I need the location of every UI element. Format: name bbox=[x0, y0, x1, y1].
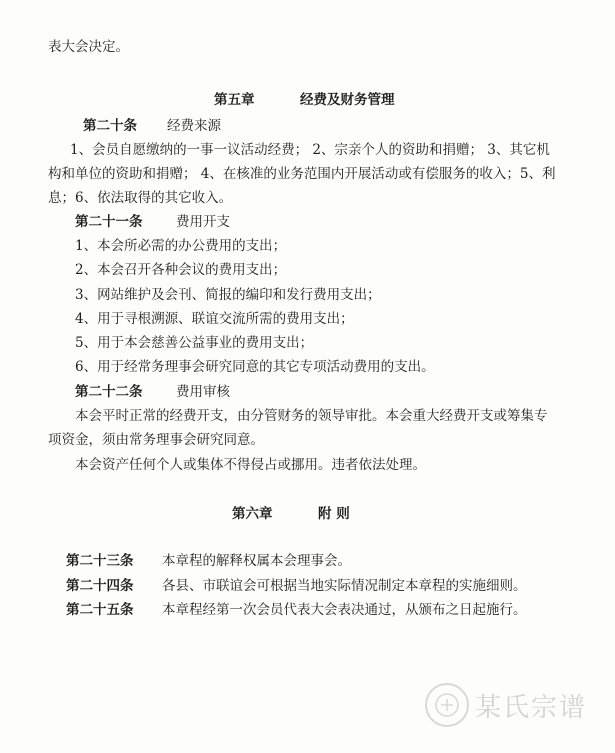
article23-text: 本章程的解释权属本会理事会。 bbox=[162, 553, 351, 569]
article20-body-line3: 息；6、依法取得的其它收入。 bbox=[48, 190, 233, 206]
chapter5-number: 第五章 bbox=[214, 92, 255, 108]
article20-label: 第二十条 bbox=[83, 118, 137, 134]
article21-item: 6、用于经常务理事会研究同意的其它专项活动费用的支出。 bbox=[75, 359, 435, 375]
article21-item: 4、用于寻根溯源、联谊交流所需的费用支出； bbox=[75, 311, 354, 327]
article20-title: 经费来源 bbox=[167, 118, 221, 134]
watermark-text: 某氏宗谱 bbox=[474, 692, 587, 723]
article23-label: 第二十三条 bbox=[66, 553, 134, 569]
article24-label: 第二十四条 bbox=[66, 578, 134, 594]
article22-body-line1: 本会平时正常的经费开支，由分管财务的领导审批。本会重大经费开支或筹集专 bbox=[75, 408, 548, 424]
seal-icon bbox=[425, 683, 469, 727]
article25-label: 第二十五条 bbox=[66, 602, 134, 618]
article22-body-line3: 本会资产任何个人或集体不得侵占或挪用。违者依法处理。 bbox=[75, 457, 426, 473]
fragment-top: 表大会决定。 bbox=[48, 39, 129, 55]
article22-body-line2: 项资金，须由常务理事会研究同意。 bbox=[48, 432, 264, 448]
article21-title: 费用开支 bbox=[176, 214, 230, 230]
article24-text: 各县、市联谊会可根据当地实际情况制定本章程的实施细则。 bbox=[162, 578, 527, 594]
article25-text: 本章程经第一次会员代表大会表决通过，从颁布之日起施行。 bbox=[162, 602, 527, 618]
article21-item: 3、网站维护及会刊、简报的编印和发行费用支出； bbox=[75, 287, 381, 303]
article22-title: 费用审核 bbox=[176, 384, 230, 400]
chapter6-title: 附 则 bbox=[318, 506, 350, 522]
chapter6-number: 第六章 bbox=[232, 506, 273, 522]
article20-body-line1: 1、会员自愿缴纳的一事一议活动经费； 2、宗亲个人的资助和捐赠； 3、其它机 bbox=[70, 142, 550, 158]
article21-item: 5、用于本会慈善公益事业的费用支出； bbox=[75, 335, 314, 351]
chapter5-title: 经费及财务管理 bbox=[300, 92, 395, 108]
article22-label: 第二十二条 bbox=[75, 384, 143, 400]
article21-item: 2、本会召开各种会议的费用支出； bbox=[75, 262, 287, 278]
article21-item: 1、本会所必需的办公费用的支出； bbox=[75, 238, 287, 254]
article21-label: 第二十一条 bbox=[75, 214, 143, 230]
article20-body-line2: 构和单位的资助和捐赠； 4、在核准的业务范围内开展活动或有偿服务的收入；5、利 bbox=[48, 166, 556, 182]
watermark bbox=[425, 683, 587, 727]
